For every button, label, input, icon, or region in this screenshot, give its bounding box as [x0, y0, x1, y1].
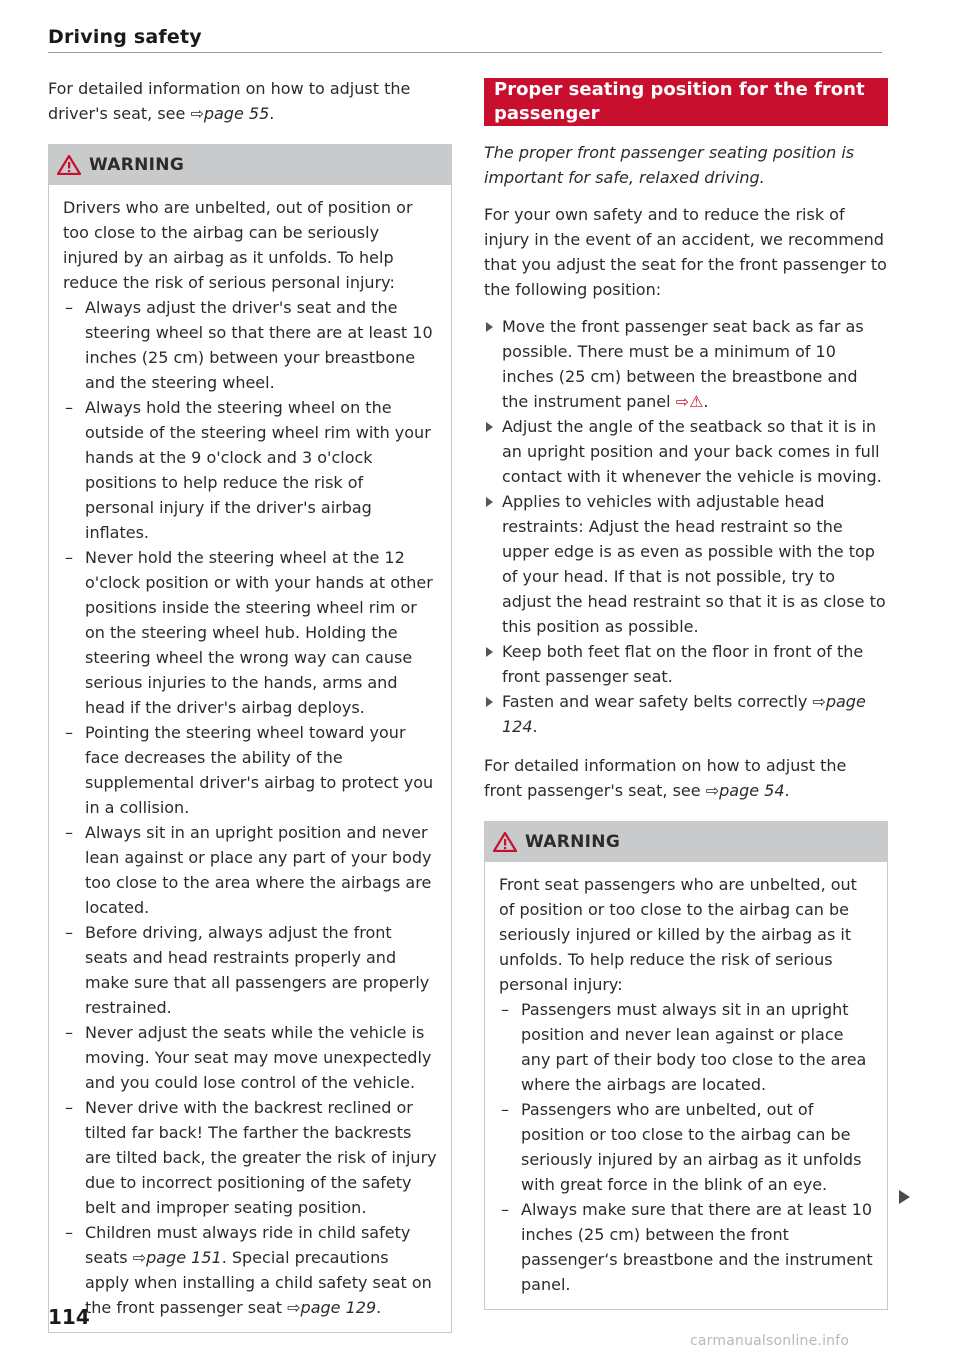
watermark: carmanualsonline.info — [690, 1333, 850, 1349]
intro-period: . — [269, 104, 275, 123]
warning-header — [485, 821, 887, 862]
warning-list — [499, 997, 873, 1297]
left-column — [48, 76, 452, 1333]
warning-title: WARNING — [89, 154, 185, 175]
warning-item: – Never hold the steering wheel at the 12 o'clock position or with your hands at other positions inside the steering wheel rim or on the steering wheel hub. Holding the steering wheel the wrong way can cause serious injuries to the hands, arms and head if the driver's airbag deploys. — [63, 545, 437, 720]
warning-item-child-seats — [63, 1220, 437, 1320]
warning-list — [63, 295, 437, 1320]
child-seat-period: . — [376, 1298, 382, 1317]
step-item: Adjust the angle of the seatback so that it is in an upright position and your back comes in full contact with it whenever the vehicle is moving. — [484, 414, 888, 489]
child-seat-text-mid: . Special precautions apply when installing a child safety seat on the front passenger seat — [85, 1248, 432, 1317]
detail-text: For detailed information on how to adjust the front passenger's seat, see — [484, 756, 847, 800]
section-body: For your own safety and to reduce the risk of injury in the event of an accident, we recommend that you adjust the seat for the front passenger to the following position: — [484, 205, 887, 299]
warning-triangle-icon — [57, 155, 81, 175]
warning-item: – Always adjust the driver's seat and the steering wheel so that there are at least 10 inches (25 cm) between your breastbone and the steering wheel. — [63, 295, 437, 395]
detail-period: . — [784, 781, 790, 800]
warning-title: WARNING — [525, 831, 621, 852]
warning-item: – Always sit in an upright position and never lean against or place any part of your body too close to the area where the airbags are located. — [63, 820, 437, 920]
passenger-warning-box — [484, 821, 888, 1310]
section-heading-front-passenger: Proper seating position for the front passenger — [484, 78, 888, 126]
warning-triangle-icon — [493, 832, 517, 852]
right-column — [484, 78, 888, 1310]
warning-lead: Front seat passengers who are unbelted, out of position or too close to the airbag can be seriously injured or killed by the airbag as it unfolds. To help reduce the risk of serious personal injury: — [499, 875, 857, 994]
step-item: Keep both feet flat on the floor in front of the front passenger seat. — [484, 639, 888, 689]
warning-item: – Pointing the steering wheel toward your face decreases the ability of the supplemental driver's airbag to protect you in a collision. — [63, 720, 437, 820]
warning-body — [485, 862, 887, 1309]
driver-warning-box — [48, 144, 452, 1333]
page-ref-link[interactable]: ⇨page 55 — [190, 104, 270, 123]
page-ref-link[interactable]: ⇨page 129 — [287, 1298, 377, 1317]
step-item — [484, 689, 888, 739]
warning-header — [49, 144, 451, 185]
section-header-title: Driving safety — [48, 26, 202, 48]
warning-item: – Before driving, always adjust the front seats and head restraints properly and make sure that all passengers are properly restrained. — [63, 920, 437, 1020]
step-item — [484, 314, 888, 414]
step-period: . — [532, 717, 538, 736]
warning-ref-text: ⇨⚠ — [675, 392, 704, 411]
warning-body — [49, 185, 451, 1332]
child-seat-text: Children must always ride in child safety seats — [85, 1223, 411, 1267]
step-text: Fasten and wear safety belts correctly — [502, 692, 813, 711]
page-ref-link[interactable]: ⇨page 54 — [705, 781, 785, 800]
step-item: Applies to vehicles with adjustable head restraints: Adjust the head restraint so the upper edge is as even as possible with the top of your head. If that is not possible, try to adjust the head restraint so that it is as close to this position as possible. — [484, 489, 888, 639]
step-period: . — [703, 392, 709, 411]
page-ref-link[interactable]: ⇨page 151 — [132, 1248, 222, 1267]
warning-ref-link[interactable] — [676, 392, 704, 411]
continue-arrow-icon — [899, 1190, 910, 1204]
page-ref-link[interactable]: ⇨page 124 — [502, 692, 866, 736]
warning-item: – Never drive with the backrest reclined or tilted far back! The farther the backrests are tilted back, the greater the risk of injury due to incorrect positioning of the safety belt and improper seating position. — [63, 1095, 437, 1220]
passenger-seat-detail — [484, 753, 888, 803]
section-intro: The proper front passenger seating position is important for safe, relaxed driving. — [484, 143, 855, 187]
driver-seat-intro — [48, 76, 452, 126]
steps-list — [484, 314, 888, 739]
warning-lead: Drivers who are unbelted, out of position or too close to the airbag can be seriously injured by an airbag as it unfolds. To help reduce the risk of serious personal injury: — [63, 198, 413, 292]
page-number: 114 — [48, 1305, 90, 1329]
driver-seat-intro-text: For detailed information on how to adjust the driver's seat, see — [48, 79, 411, 123]
warning-item: – Passengers who are unbelted, out of position or too close to the airbag can be seriously injured by an airbag as it unfolds with great force in the blink of an eye. — [499, 1097, 873, 1197]
header-divider — [48, 52, 882, 53]
warning-item: – Always make sure that there are at least 10 inches (25 cm) between the front passenger‘s breastbone and the instrument panel. — [499, 1197, 873, 1297]
warning-item: – Never adjust the seats while the vehicle is moving. Your seat may move unexpectedly and you could lose control of the vehicle. — [63, 1020, 437, 1095]
warning-item: – Passengers must always sit in an upright position and never lean against or place any part of their body too close to the area where the airbags are located. — [499, 997, 873, 1097]
step-text: Move the front passenger seat back as far as possible. There must be a minimum of 10 inches (25 cm) between the breastbone and the instrument panel — [502, 317, 864, 411]
warning-item: – Always hold the steering wheel on the outside of the steering wheel rim with your hands at the 9 o'clock and 3 o'clock positions to help reduce the risk of personal injury if the driver's airbag inflates. — [63, 395, 437, 545]
